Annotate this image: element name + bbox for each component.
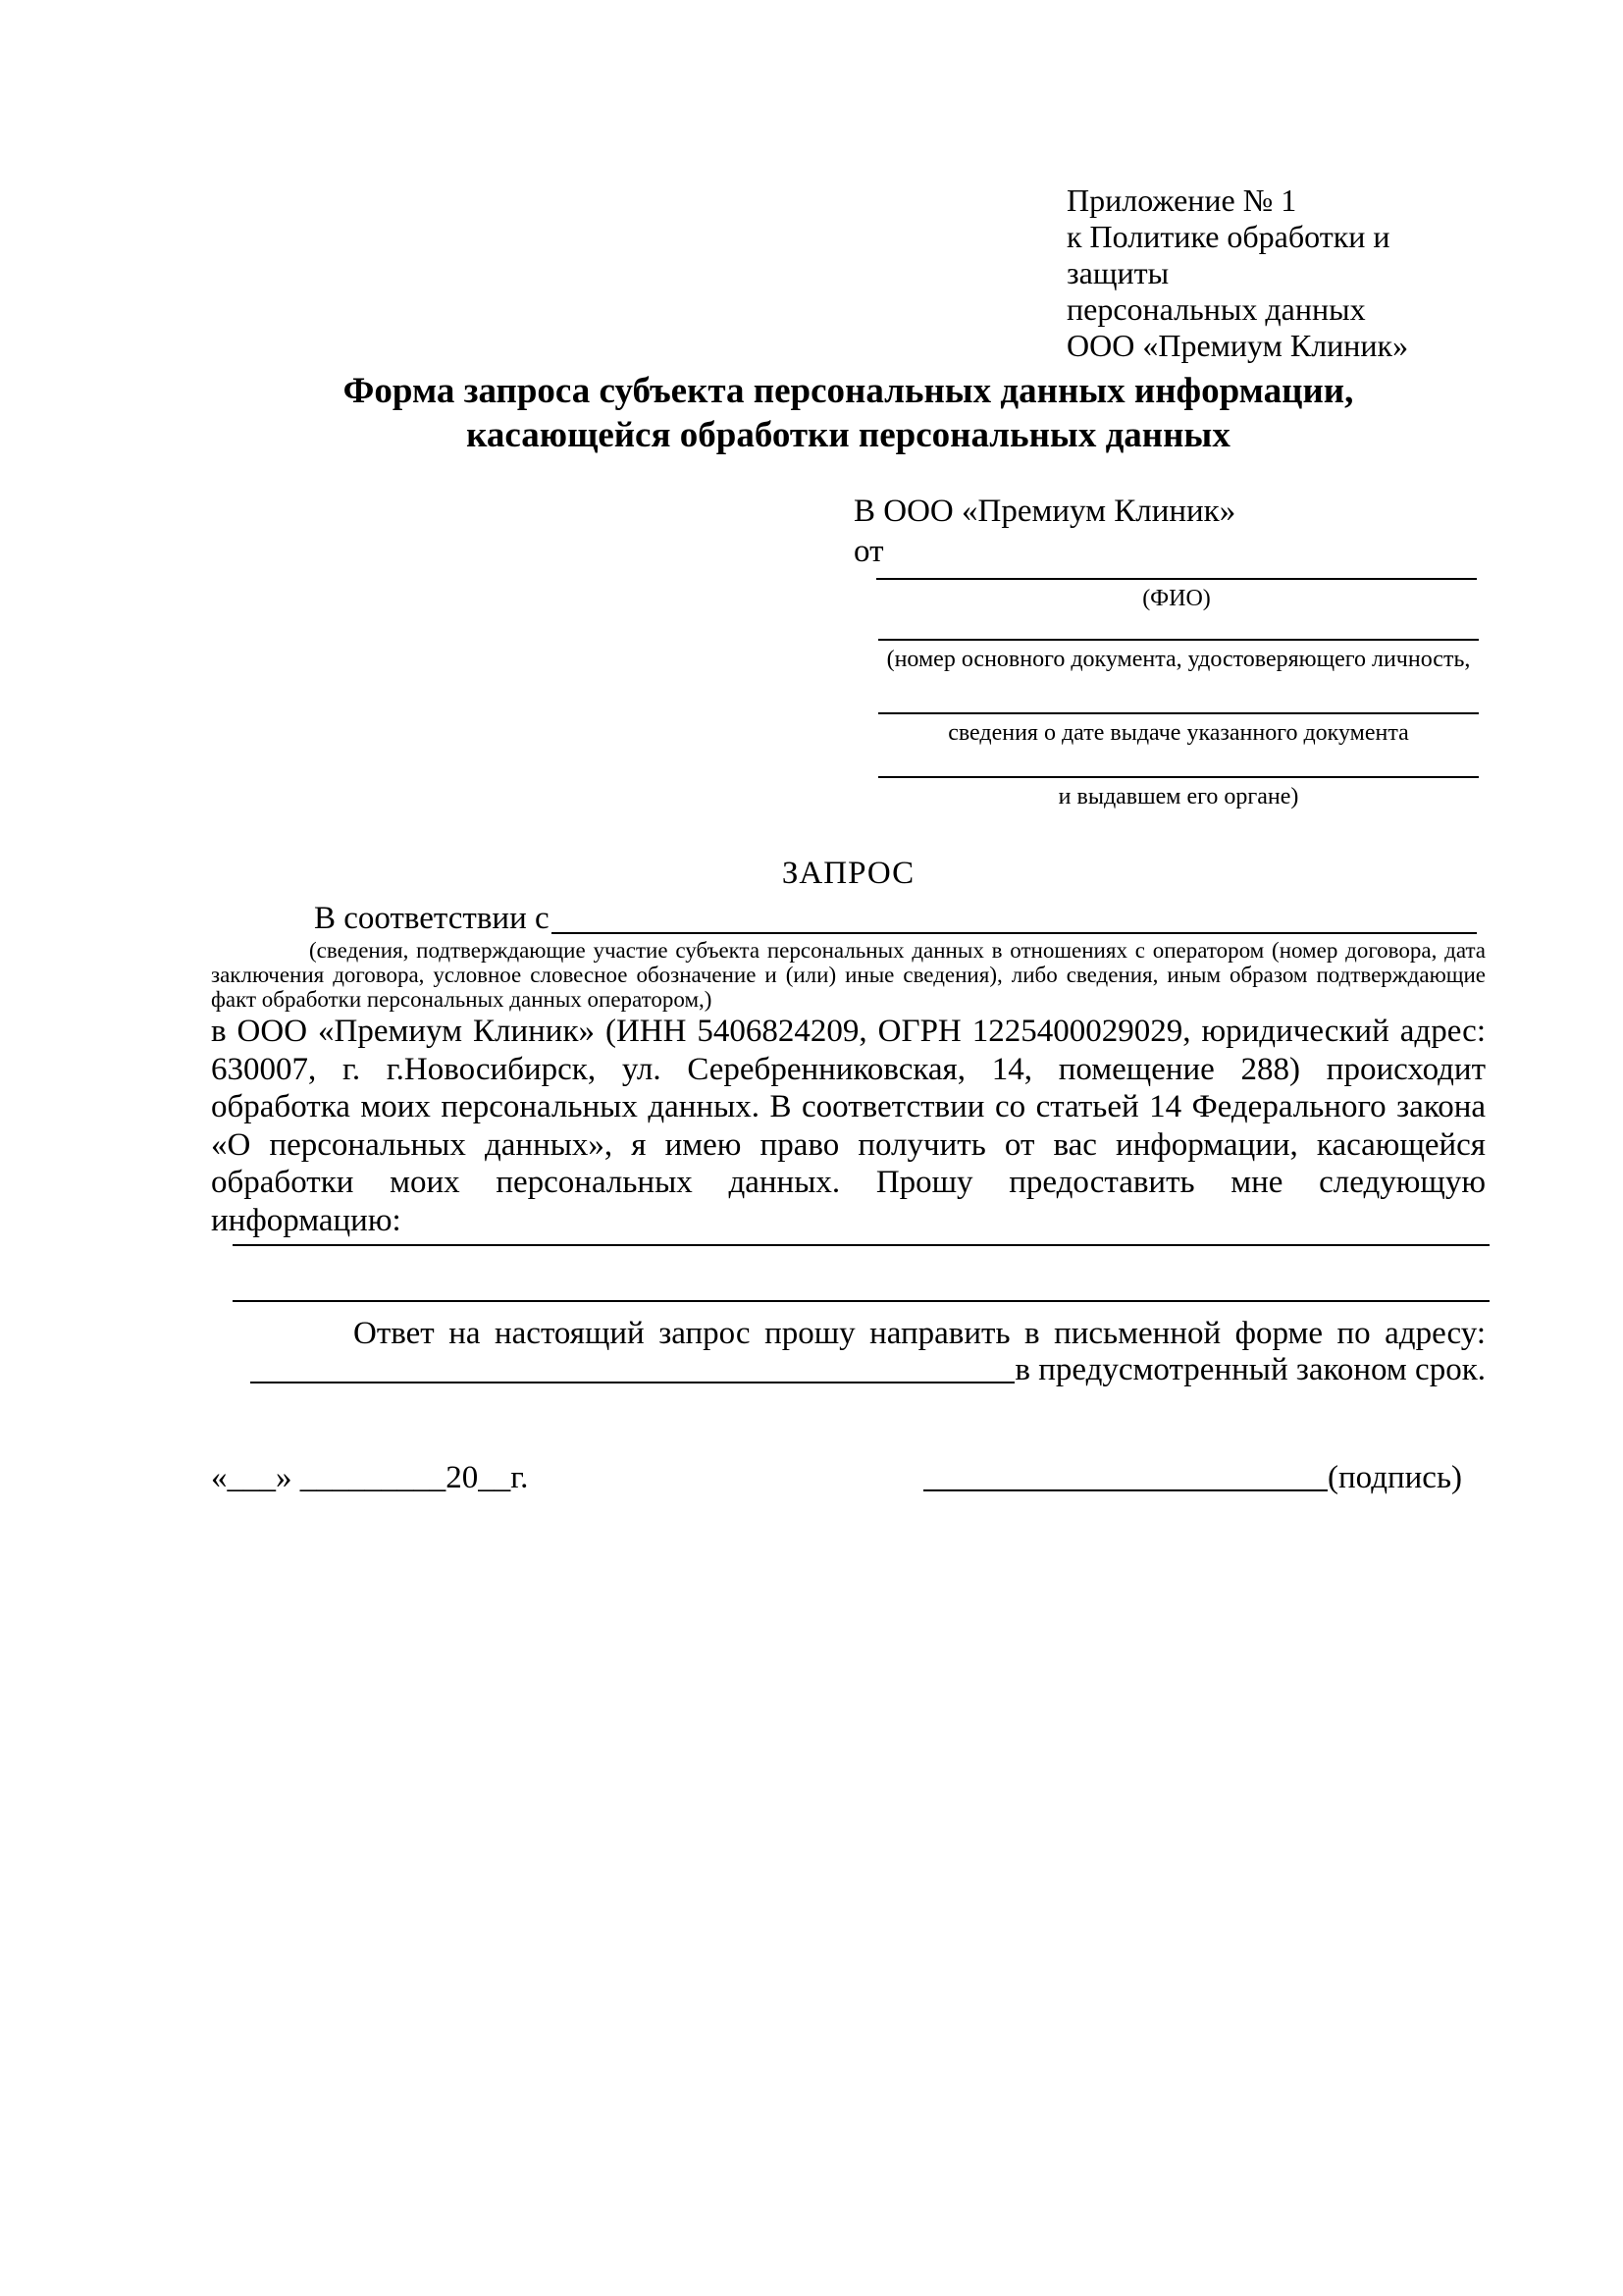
addressee-from: от xyxy=(854,534,884,569)
date-field: «___» _________20__г. xyxy=(211,1460,529,1495)
fio-caption: (ФИО) xyxy=(1142,586,1211,611)
form-title xyxy=(211,369,1486,457)
appendix-header xyxy=(1067,183,1489,364)
identity-doc-field-line-3 xyxy=(878,776,1479,778)
appendix-header-line: персональных данных xyxy=(1067,291,1366,327)
form-title-line: касающейся обработки персональных данных xyxy=(466,415,1230,455)
identity-doc-caption-1: (номер основного документа, удостоверяющего личность, xyxy=(886,647,1471,672)
reply-paragraph: Ответ на настоящий запрос прошу направить в письменной форме по адресу: xyxy=(353,1316,1486,1351)
appendix-header-line: к Политике обработки и защиты xyxy=(1067,219,1390,290)
identity-doc-caption-2: сведения о дате выдаче указанного документа xyxy=(948,720,1409,746)
intro-field-line xyxy=(551,932,1477,934)
signature-group xyxy=(923,1458,1462,1497)
signature-caption: (подпись) xyxy=(1328,1460,1462,1495)
identity-doc-field-line-1 xyxy=(878,639,1479,641)
appendix-header-line: Приложение № 1 xyxy=(1067,183,1297,218)
footnote-paragraph: (сведения, подтверждающие участие субъекта персональных данных в отношениях с оператором (номер договора, дата заключения договора, условное словесное обозначение и (или) иные сведения), либо сведения, иным образом подтверждающие факт обработки персональных данных оператором,) xyxy=(211,938,1486,1012)
request-heading: ЗАПРОС xyxy=(781,856,916,891)
reply-line-2 xyxy=(250,1350,1486,1389)
info-field-line-1 xyxy=(233,1244,1490,1246)
identity-doc-caption-3: и выдавшем его органе) xyxy=(1058,784,1299,809)
appendix-header-line: ООО «Премиум Клиник» xyxy=(1067,328,1409,363)
date-signature-row xyxy=(211,1458,1486,1497)
intro-text: В соответствии с xyxy=(314,901,550,936)
form-title-line: Форма запроса субъекта персональных данных информации, xyxy=(342,371,1354,411)
reply-tail: в предусмотренный законом срок. xyxy=(1015,1352,1486,1387)
signature-field-line xyxy=(923,1489,1328,1491)
fio-field-line xyxy=(876,578,1477,580)
identity-doc-field-line-2 xyxy=(878,712,1479,714)
addressee-to: В ООО «Премиум Клиник» xyxy=(854,494,1236,529)
info-field-line-2 xyxy=(233,1300,1490,1302)
address-field-line xyxy=(250,1382,1015,1383)
body-paragraph: в ООО «Премиум Клиник» (ИНН 5406824209, ОГРН 1225400029029, юридический адрес: 630007, г. г.Новосибирск, ул. Серебренниковская, 14, помещение 288) происходит обработка моих персональных данных. В соответствии со статьей 14 Федерального закона «О персональных данных», я имею право получить от вас информации, касающейся обработки моих персональных данных. Прошу предоставить мне следующую информацию: xyxy=(211,1014,1486,1238)
addressee-block xyxy=(854,492,1482,572)
